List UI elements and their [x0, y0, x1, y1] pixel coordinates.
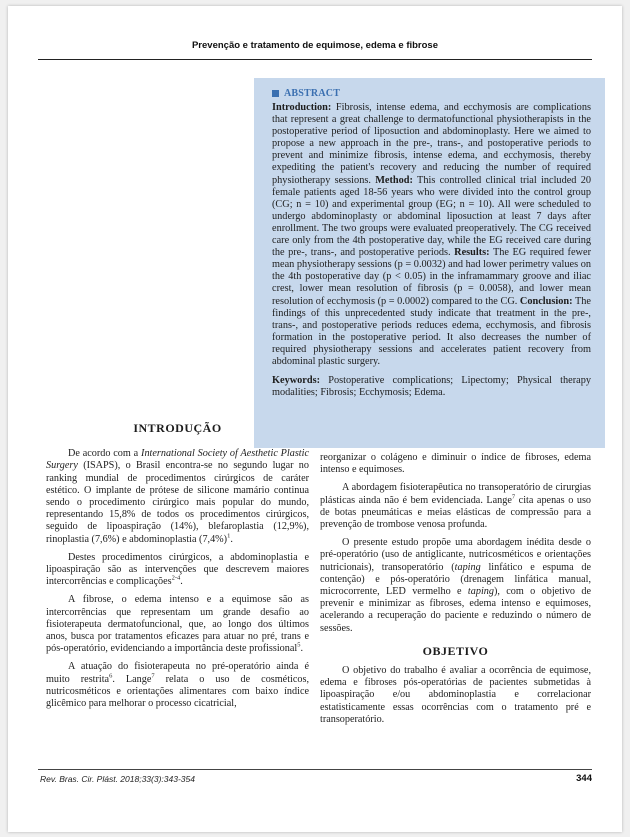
intro-paragraph-5	[320, 482, 591, 531]
footer-rule	[38, 769, 592, 770]
text-run: A abordagem fisioterapêutica no transoperatório de cirurgias plásticas ainda não é bem evidenciada. Lange	[320, 482, 591, 506]
text-run: O presente estudo propõe uma abordagem inédita desde o pré-operatório (uso de antiglicante, nutricosméticos e orientações nutricionais), transoperatório (	[320, 537, 591, 573]
abstract-body	[272, 102, 591, 368]
citation-sup: 7	[511, 493, 516, 501]
abstract-results-label: Results:	[450, 247, 490, 259]
text-run: Destes procedimentos cirúrgicos, a abdominoplastia e lipoaspiração são as intervenções que descrevem maiores intercorrências e complicações	[46, 551, 309, 588]
objective-heading: OBJETIVO	[422, 643, 489, 658]
citation-sup: 7	[151, 672, 155, 680]
citation-sup: 6	[109, 672, 113, 680]
intro-paragraph-2: Destes procedimentos cirúrgicos, a abdominoplastia e lipoaspiração são as intervenções que descrevem maiores intercorrências e complicações$^{2-4}$.	[46, 551, 309, 588]
header-rule	[38, 59, 592, 60]
running-title: Prevenção e tratamento de equimose, edema e fibrose	[191, 40, 439, 51]
journal-page	[8, 6, 622, 832]
text-run: . Lange	[112, 673, 152, 685]
text-run: A fibrose, o edema intenso e a equimose são as intercorrências que representam um grande desafio ao fisioterapeuta dermatofuncional, que, ao longo dos últimos anos, busca por tratamentos eficazes para atuar no pré, trans e pós-operatório, evidenciando a importância deste profissional	[46, 594, 309, 655]
abstract-method-text: This controlled clinical trial included 20 female patients aged 18-56 years who were divided into the control group (CG; n = 10) and experimental group (EG; n = 10). All were scheduled to undergo abdominoplasty or abdominal liposuction at least 7 days after enrollment. The two groups were evaluated preoperatively. The CG received care only from the 4th postoperative day, while the EG received care during the pre-, trans-, and postoperative periods.	[272, 174, 592, 259]
keywords-text: Postoperative complications; Lipectomy; Physical therapy modalities; Fibrosis; Ecchymosis; Edema.	[272, 375, 591, 399]
text-run: A atuação do fisioterapeuta no pré-operatório ainda é muito restrita	[46, 661, 309, 685]
taping-term: taping	[454, 561, 481, 573]
intro-paragraph-1: De acordo com a International Society of Aesthetic Plastic Surgery (ISAPS), o Brasil encontra-se no segundo lugar no ranking mundial de procedimentos cirúrgicos de caráter estético. O implante de prótese de silicone mamário continua sendo o procedimento cirúrgico mais popular do mundo, representando 15,8% de todos os procedimentos cirúrgicos, seguido de lipoaspiração (14%), blefaroplastia (12,9%), rinoplastia (7,6%) e abdominoplastia $(7,4\%)^1$.	[46, 448, 309, 545]
continued-paragraph: reorganizar o colágeno e diminuir o índice de fibroses, edema intenso e equimoses.	[320, 452, 591, 476]
abstract-conclusion-label: Conclusion:	[517, 295, 573, 307]
abstract-intro-label: Introduction:	[272, 102, 332, 113]
abstract-intro-text: Fibrosis, intense edema, and ecchymosis are complications that represent a great challenge to dermatofunctional physiotherapists in the postoperative period of liposuction and abdominoplasty. Here we aimed to propose a new approach in the pre-, trans-, and postoperative periods to prevent and minimize fibrosis, intense edema, and ecchymosis, thereby expediting the patient's recovery and reducing the number of required physiotherapy sessions.	[272, 102, 591, 186]
text-run: relata o uso de cosméticos, nutricosméticos e orientações alimentares com baixo índice glicêmico para melhorar o processo cicatricial,	[46, 673, 309, 710]
isaps-name: International Society of Aesthetic Plastic Surgery	[46, 448, 309, 472]
left-column	[46, 422, 309, 716]
intro-heading: INTRODUÇÃO	[133, 421, 222, 435]
intro-paragraph-6	[320, 537, 591, 635]
abstract-conclusion-text: The findings of this unprecedented study indicate that treatment in the pre-, trans-, and postoperative periods reduces edema, ecchymosis, and fibrosis formation in the postoperative period. It also decreases the number of required physiotherapy sessions and accelerates patient recovery from abdominal plastic surgery.	[272, 295, 591, 367]
objective-paragraph: O objetivo do trabalho é avaliar a ocorrência de equimose, edema e fibroses pós-operatórias de pacientes submetidas à lipoaspiração e/ou abdominoplastia e correlacionar estatisticamente essas ocorrências com o tratamento pré e transoperatório.	[320, 665, 591, 725]
citation-sup: 1	[227, 532, 231, 540]
abstract-heading	[272, 88, 591, 99]
square-bullet-icon	[272, 90, 279, 97]
text-run: De acordo com a	[68, 448, 142, 460]
citation-sup: 5	[297, 641, 301, 649]
abstract-results-text: The EG required fewer mean physiotherapy sessions (p = 0.0032) and had lower perimetry values on the 4th postoperative day (p < 0.05) in the inframammary groove and iliac crest, lower mean resolution of fibrosis (p = 0.0058), and lower mean resolution of ecchymosis (p = 0.0002) compared to the CG.	[272, 247, 591, 307]
citation-sup: 2-4	[171, 574, 181, 582]
text-run: cita apenas o uso de botas pneumáticas e meias elásticas de compressão para a prevenção de trombose venosa profunda.	[320, 494, 591, 531]
intro-paragraph-4	[46, 661, 309, 710]
right-column	[320, 452, 591, 732]
keywords-label: Keywords:	[272, 375, 321, 387]
taping-term: taping	[467, 586, 494, 598]
page-number: 344	[576, 773, 592, 784]
journal-citation: Rev. Bras. Cir. Plást. 2018;33(3):343-354	[40, 774, 195, 784]
text-run: (ISAPS), o Brasil encontra-se no segundo lugar no ranking mundial de procedimentos cirúrgicos de caráter estético. O implante de prótese de silicone mamário continua sendo o procedimento cirúrgico mais popular do mundo, representando 15,8% de todos os procedimentos cirúrgicos, seguido de lipoaspiração (14%), blefaroplastia (12,9%), rinoplastia (7,6%) e abdominoplastia (7,4%)	[46, 460, 309, 545]
abstract-box	[254, 78, 605, 448]
text-run: ), com o objetivo de prevenir e minimizar as fibroses, edema intenso e equimoses, acelerando a recuperação do paciente e reduzindo o número de sessões.	[320, 586, 591, 634]
abstract-method-label: Method:	[370, 174, 413, 186]
intro-paragraph-3: A fibrose, o edema intenso e a equimose são as intercorrências que representam um grande desafio ao fisioterapeuta dermatofuncional, que, ao longo dos últimos anos, busca por tratamentos eficazes para atuar no pré, trans e pós-operatório, evidenciando a importância deste profissional$^5$.	[46, 594, 309, 655]
abstract-title: ABSTRACT	[284, 88, 341, 99]
abstract-keywords	[272, 375, 591, 399]
text-run: linfático e espuma de contenção) e pós-operatório (drenagem linfática manual, microcorrente, LED vermelho e	[320, 561, 591, 598]
